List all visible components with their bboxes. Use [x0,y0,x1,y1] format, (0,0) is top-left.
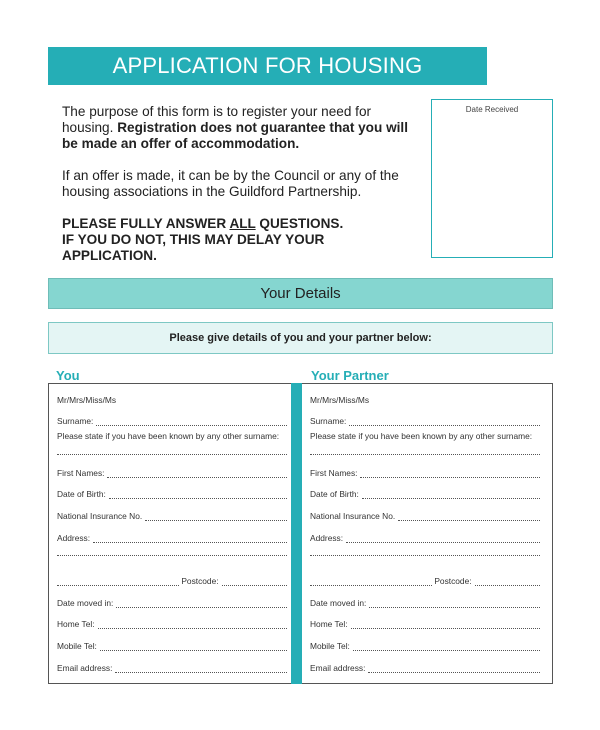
date-received-box [431,99,553,258]
title-label: Mr/Mrs/Miss/Ms [310,395,370,405]
first-names-field[interactable]: First Names: [57,468,287,478]
you-heading: You [56,368,80,383]
home-tel-field[interactable]: Home Tel: [310,619,540,629]
details-instruction: Please give details of you and your partner below: [48,322,553,354]
ni-field[interactable]: National Insurance No. [310,511,540,521]
title-label: Mr/Mrs/Miss/Ms [57,395,117,405]
warning-text: QUESTIONS. [255,216,344,231]
address-field[interactable]: Address: [310,533,540,543]
postcode-row[interactable]: Postcode: [310,576,540,586]
ni-field[interactable]: National Insurance No. [57,511,287,521]
date-moved-field[interactable]: Date moved in: [310,598,540,608]
dob-field[interactable]: Date of Birth: [310,489,540,499]
intro-offer-note: If an offer is made, it can be by the Council or any of the housing associations in the Guildford Partnership. [62,168,399,199]
address-field[interactable]: Address: [57,533,287,543]
warning-all: ALL [229,216,256,231]
surname-field[interactable]: Surname: [57,416,287,426]
mobile-tel-field[interactable]: Mobile Tel: [310,641,540,651]
first-names-field[interactable]: First Names: [310,468,540,478]
surname-field[interactable]: Surname: [310,416,540,426]
other-surname-field[interactable] [310,453,540,455]
dob-field[interactable]: Date of Birth: [57,489,287,499]
column-divider [291,383,302,684]
warning-text: PLEASE FULLY ANSWER [62,216,230,231]
other-surname-field[interactable] [57,453,287,455]
warning-line-2: IF YOU DO NOT, THIS MAY DELAY YOUR APPLICATION. [62,232,325,263]
intro-purpose: The purpose of this form is to register your need for housing. [62,104,372,135]
intro-registration-note: Registration does not guarantee that you will be made an offer of accommodation. [62,120,408,151]
mobile-tel-field[interactable]: Mobile Tel: [57,641,287,651]
postcode-row[interactable]: Postcode: [57,576,287,586]
address-line-2[interactable] [310,554,540,556]
email-field[interactable]: Email address: [310,663,540,673]
partner-heading: Your Partner [311,368,389,383]
other-surname-label: Please state if you have been known by any other surname: [310,431,533,441]
email-field[interactable]: Email address: [57,663,287,673]
home-tel-field[interactable]: Home Tel: [57,619,287,629]
date-received-label: Date Received [465,105,519,114]
date-moved-field[interactable]: Date moved in: [57,598,287,608]
page-title: APPLICATION FOR HOUSING [48,47,487,85]
your-details-header: Your Details [48,278,553,309]
other-surname-label: Please state if you have been known by any other surname: [57,431,280,441]
address-line-2[interactable] [57,554,287,556]
intro-text [62,104,422,264]
warning-line-1 [62,216,422,232]
